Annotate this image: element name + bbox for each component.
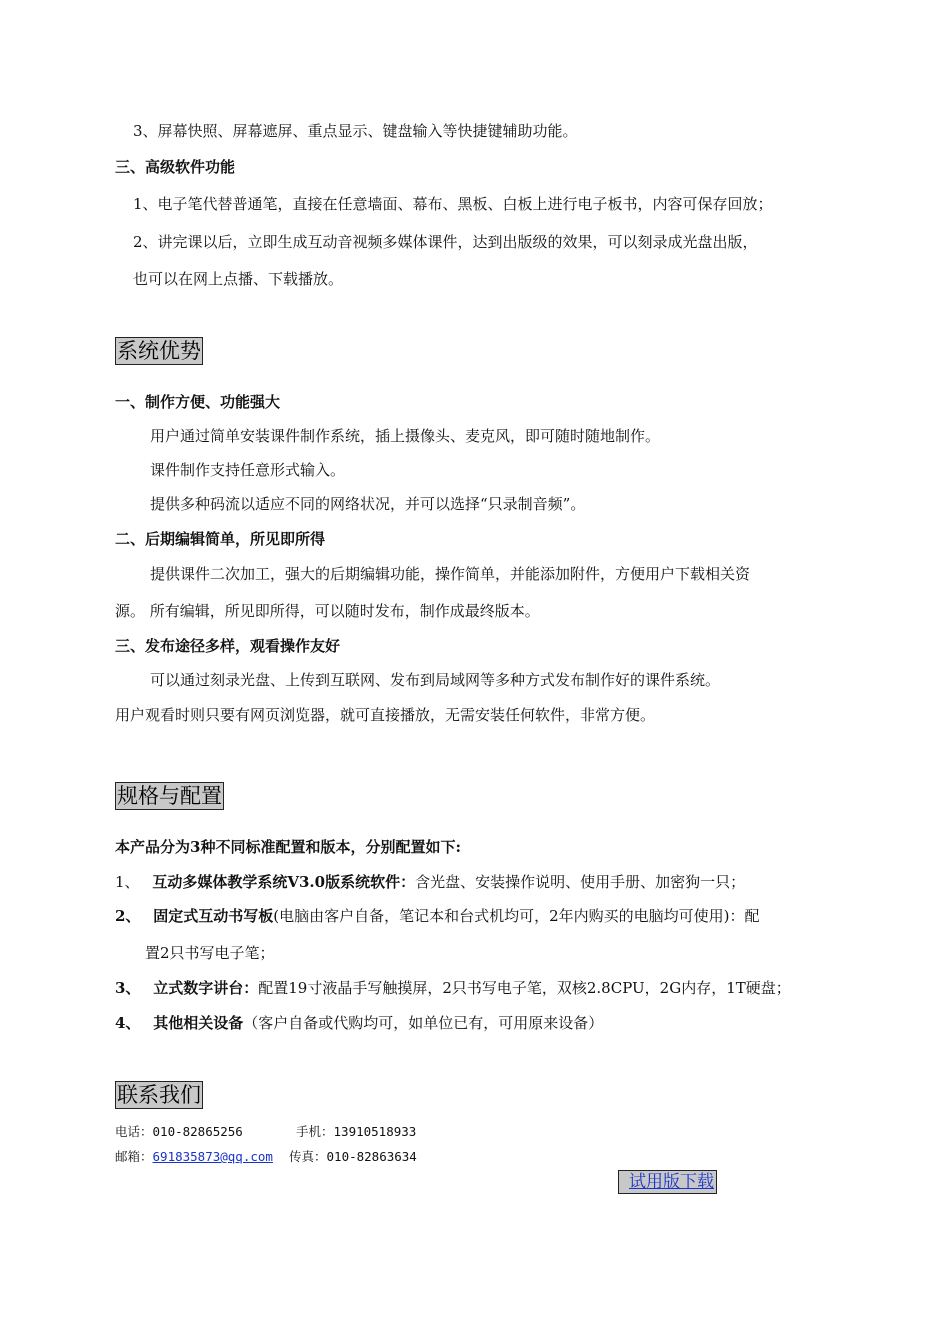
advanced-item-1: 1、电子笔代替普通笔，直接在任意墙面、幕布、黑板、白板上进行电子板书，内容可保存回放； [133,195,773,213]
spec-item-2-desc: (电脑由客户自备，笔记本和台式机均可，2年内购买的电脑均可使用)：配 [273,907,760,925]
advantage-1-heading: 一、制作方便、功能强大 [115,393,281,411]
contact-phone-row [115,1124,243,1140]
mobile-value: 13910518933 [333,1124,417,1139]
email-label: 邮箱： [115,1149,153,1164]
spec-item-2-desc-line-2: 置2只书写电子笔； [145,944,275,962]
spec-item-3-name: 立式数字讲台： [153,979,259,997]
advanced-item-2-line-2: 也可以在网上点播、下载播放。 [133,270,344,288]
advantage-2-text-line-2: 源。 所有编辑，所见即所得，可以随时发布，制作成最终版本。 [115,602,540,620]
spec-item-4-number: 4、 [115,1014,141,1032]
intro-item-3: 3、屏幕快照、屏幕遮屏、重点显示、键盘输入等快捷键辅助功能。 [133,122,578,140]
spec-item-3-number: 3、 [115,979,141,997]
advanced-software-heading: 三、高级软件功能 [115,158,236,176]
advantage-3-heading: 三、发布途径多样，观看操作友好 [115,637,341,655]
advantage-2-heading: 二、后期编辑简单，所见即所得 [115,530,326,548]
contact-section-title: 联系我们 [117,1083,201,1107]
specs-section-title: 规格与配置 [117,784,222,808]
spec-item-4-desc: （客户自备或代购均可，如单位已有，可用原来设备） [243,1014,604,1032]
spec-item-2 [115,906,760,926]
advantage-3-text-2: 用户观看时则只要有网页浏览器，就可直接播放，无需安装任何软件，非常方便。 [115,706,656,724]
advantage-1-text-3: 提供多种码流以适应不同的网络状况，并可以选择“只录制音频”。 [150,495,586,513]
fax-label: 传真： [289,1149,327,1164]
contact-mobile-row [296,1124,416,1140]
spec-item-4-name: 其他相关设备 [153,1014,244,1032]
spec-item-2-name: 固定式互动书写板 [153,907,274,925]
spec-item-1-name: 互动多媒体教学系统V3.0版系统软件： [152,873,416,891]
spec-item-2-number: 2、 [115,907,141,925]
phone-label: 电话： [115,1124,153,1139]
advantage-1-text-2: 课件制作支持任意形式输入。 [150,461,346,479]
spec-item-1-desc: 含光盘、安装操作说明、使用手册、加密狗一只； [415,873,746,891]
spec-item-3 [115,978,791,998]
email-link[interactable]: 691835873@qq.com [152,1149,273,1164]
spec-item-4 [115,1013,603,1033]
spec-item-1-number: 1、 [115,873,140,891]
mobile-label: 手机： [296,1124,334,1139]
spec-item-1 [115,872,745,892]
advantage-2-text-line-1: 提供课件二次加工，强大的后期编辑功能，操作简单，并能添加附件，方便用户下载相关资 [150,565,751,583]
phone-value: 010-82865256 [152,1124,243,1139]
fax-value: 010-82863634 [326,1149,417,1164]
contact-fax-row [289,1149,417,1165]
spec-item-3-desc: 配置19寸液晶手写触摸屏，2只书写电子笔，双核2.8CPU，2G内存，1T硬盘； [258,979,791,997]
trial-download-button[interactable]: 试用版下载 [618,1170,717,1194]
advanced-item-2-line-1: 2、讲完课以后，立即生成互动音视频多媒体课件，达到出版级的效果，可以刻录成光盘出版， [133,233,758,251]
advantage-1-text-1: 用户通过简单安装课件制作系统，插上摄像头、麦克风，即可随时随地制作。 [150,427,661,445]
contact-email-row [115,1149,273,1165]
advantage-3-text-1: 可以通过刻录光盘、上传到互联网、发布到局域网等多种方式发布制作好的课件系统。 [150,671,721,689]
advantages-section-title: 系统优势 [117,339,201,363]
specs-intro: 本产品分为3种不同标准配置和版本，分别配置如下: [115,838,461,856]
